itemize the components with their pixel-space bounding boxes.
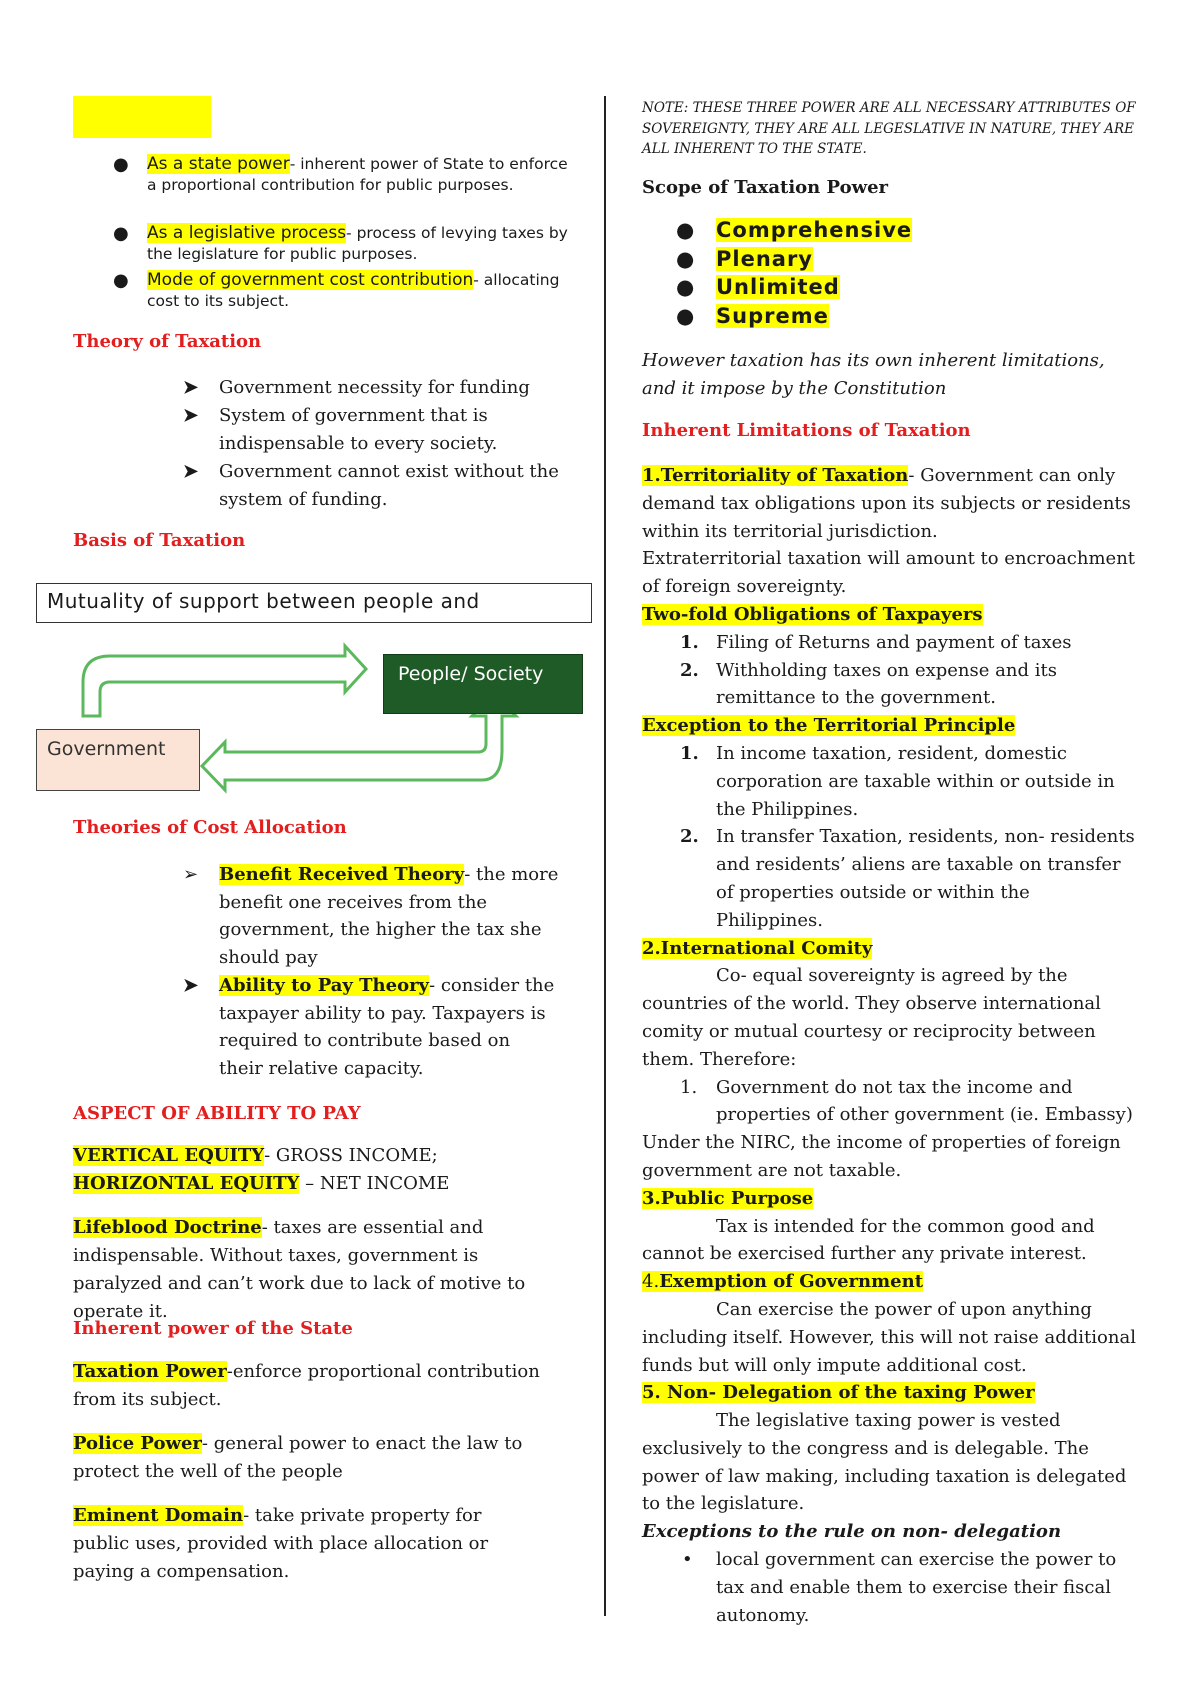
bullet-icon: ●: [676, 303, 695, 328]
list-item: 1. Government do not tax the income and properties of other government (ie. Embassy): [680, 1076, 1133, 1126]
power-item: Taxation Power-enforce proportional contribution from its subject.: [73, 1361, 540, 1410]
public-heading: 3.Public Purpose: [642, 1187, 814, 1209]
twofold-list: [642, 629, 1142, 712]
exceptions-list: [642, 1546, 1142, 1629]
power-item: Eminent Domain- take private property for public uses, provided with place allocation or paying a compensation.: [73, 1505, 489, 1582]
mutuality-box: Mutuality of support between people and: [36, 583, 592, 623]
column-divider: [604, 96, 606, 1616]
definition-term: As a state power: [147, 154, 290, 174]
exemption-text: Can exercise the power of upon anything including itself. However, this will not raise additional funds but will only impute additional cost.: [642, 1298, 1136, 1376]
nondeleg-text: The legislative taxing power is vested exclusively to the congress and is delegable. The power of law making, including taxation is delegated to the legislature.: [642, 1410, 1127, 1515]
definition-item: [113, 223, 577, 265]
list-item: ● Unlimited: [716, 273, 912, 302]
bullet-icon: ●: [113, 270, 129, 291]
note: NOTE: THESE THREE POWER ARE ALL NECESSARY ATTRIBUTES OF SOVEREIGNTY, THEY ARE ALL LEGESLATIVE IN NATURE, THEY ARE ALL INHERENT TO THE STATE.: [642, 100, 1136, 157]
chevron-right-icon: ➤: [183, 975, 199, 996]
definition-term: As a legislative process: [147, 223, 347, 243]
list-item: ➤ Government necessity for funding: [219, 374, 579, 402]
cost-heading: Theories of Cost Allocation: [73, 817, 347, 838]
definition-text: - allocating cost to its subject.: [147, 271, 560, 310]
definition-item: [113, 270, 577, 312]
definition-text: - process of levying taxes by the legislature for public purposes.: [147, 224, 568, 263]
horizontal-equity: HORIZONTAL EQUITY – NET INCOME: [73, 1173, 450, 1194]
equity-block: [73, 1142, 573, 1198]
twofold-heading: Two-fold Obligations of Taxpayers: [642, 603, 983, 625]
lifeblood-doctrine: Lifeblood Doctrine- taxes are essential and indispensable. Without taxes, government is paralyzed and can’t work due to lack of motive to operate it.: [73, 1217, 526, 1322]
extraterritorial: Extraterritorial taxation will amount to encroachment of foreign sovereignty.: [642, 548, 1136, 598]
chevron-right-icon: ➤: [183, 405, 199, 426]
chevron-right-icon: ➤: [183, 461, 199, 482]
list-item: • local government can exercise the power to tax and enable them to exercise their fiscal autonomy.: [716, 1546, 1142, 1629]
chevron-right-icon: ➤: [183, 377, 199, 398]
limits-heading: Inherent Limitations of Taxation: [642, 420, 971, 441]
aspect-heading: ASPECT OF ABILITY TO PAY: [73, 1103, 361, 1124]
list-item: ➤ Ability to Pay Theory- consider the taxpayer ability to pay. Taxpayers is required to contribute based on their relative capacity.: [219, 972, 559, 1083]
definition-text: - inherent power of State to enforce a proportional contribution for public purposes.: [147, 155, 568, 194]
list-item: ➤ Government cannot exist without the system of funding.: [219, 458, 579, 514]
public-text: Tax is intended for the common good and cannot be exercised further any private interest.: [642, 1215, 1095, 1265]
territoriality: 1.Territoriality of Taxation- Government can only demand tax obligations upon its subjects or residents within its territorial jurisdiction.: [642, 465, 1131, 542]
exception-list: [642, 740, 1142, 935]
bullet-icon: ●: [676, 275, 695, 299]
basis-heading: Basis of Taxation: [73, 530, 246, 551]
exceptions-heading: Exceptions to the rule on non- delegation: [642, 1521, 1062, 1543]
list-item: ● Comprehensive: [716, 216, 912, 245]
bullet-icon: ●: [676, 218, 695, 242]
list-item: 1. In income taxation, resident, domestic corporation are taxable within or outside in the Philippines.: [680, 742, 1115, 820]
however-text: However taxation has its own inherent limitations, and it impose by the Constitution: [642, 350, 1105, 399]
nondeleg-heading: 5. Non- Delegation of the taxing Power: [642, 1382, 1035, 1404]
bullet-icon: •: [682, 1549, 693, 1571]
scope-list: [676, 216, 913, 330]
list-item: 1. Filing of Returns and payment of taxes: [680, 631, 1072, 653]
government-box: Government: [36, 729, 200, 791]
power-item: Police Power- general power to enact the law to protect the well of the people: [73, 1433, 523, 1482]
exception-heading: Exception to the Territorial Principle: [642, 715, 1016, 737]
chevron-outline-icon: ➢: [183, 864, 199, 885]
list-item: ● Supreme: [716, 302, 912, 331]
vertical-equity: VERTICAL EQUITY- GROSS INCOME;: [73, 1145, 438, 1166]
scope-heading: Scope of Taxation Power: [642, 177, 889, 198]
definition-term: Mode of government cost contribution: [147, 270, 474, 290]
inherent-heading: Inherent power of the State: [73, 1318, 353, 1339]
comity-heading: 2.International Comity: [642, 937, 873, 959]
bullet-icon: ●: [113, 154, 129, 175]
bullet-icon: ●: [113, 223, 129, 244]
definition-item: [113, 154, 577, 196]
list-item: ● Plenary: [716, 245, 912, 274]
theory-heading: Theory of Taxation: [73, 331, 262, 352]
people-society-box: People/ Society: [383, 654, 583, 714]
list-item: 2. Withholding taxes on expense and its remittance to the government.: [680, 659, 1057, 709]
exemption-heading: 4.Exemption of Government: [642, 1271, 924, 1293]
list-item: ➢ Benefit Received Theory- the more benefit one receives from the government, the higher the tax she should pay: [219, 861, 559, 972]
list-item: 2. In transfer Taxation, residents, non- residents and residents’ aliens are taxable on transfer of properties outside or within the Philippines.: [680, 826, 1135, 931]
bullet-icon: ●: [676, 246, 695, 271]
highlighted-title-block: [73, 96, 211, 138]
arrow-to-people: [83, 646, 366, 716]
comity-text: Co- equal sovereignty is agreed by the countries of the world. They observe international comity or mutual courtesy or reciprocity between them. Therefore:: [642, 965, 1101, 1070]
right-body: [642, 462, 1142, 1629]
list-item: ➤ System of government that is indispensable to every society.: [219, 402, 579, 458]
comity-list: [642, 1074, 1142, 1130]
nirc-text: Under the NIRC, the income of properties of foreign government are not taxable.: [642, 1132, 1121, 1181]
